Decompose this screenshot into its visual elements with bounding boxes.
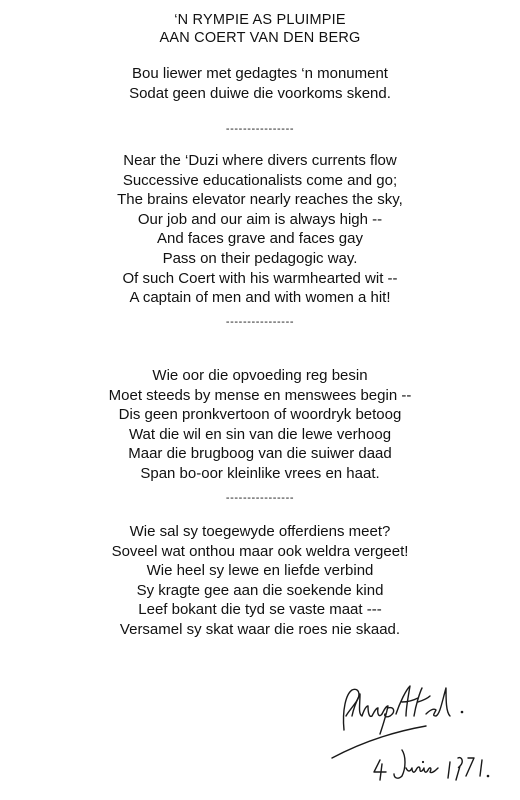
divider-1: ---------------- <box>225 123 295 135</box>
stanza-1 <box>0 64 520 103</box>
verse-line: Successive educationalists come and go; <box>122 171 398 189</box>
verse-line: Near the ‘Duzi where divers currents flow <box>123 152 397 169</box>
handwritten-signature <box>322 672 512 792</box>
verse-line: Soveel wat onthou maar ook weldra vergeet! <box>111 542 409 560</box>
verse-line: Wie heel sy lewe en liefde verbind <box>146 562 374 580</box>
verse-line: Our job and our aim is always high -- <box>137 210 383 228</box>
verse-line: Sodat geen duiwe die voorkoms skend. <box>129 84 391 102</box>
verse-line: And faces grave and faces gay <box>157 230 363 248</box>
stanza-4 <box>0 522 520 640</box>
verse-line: The brains elevator nearly reaches the sky, <box>117 191 403 209</box>
verse-line: Wat die wil en sin van die lewe verhoog <box>128 425 392 443</box>
verse-line: A captain of men and with women a hit! <box>129 289 391 307</box>
verse-line: Span bo-oor kleinlike vrees en haat. <box>140 464 380 482</box>
divider-2: ---------------- <box>225 316 295 328</box>
title-line-1: ‘N RYMPIE AS PLUIMPIE <box>174 12 346 28</box>
verse-line: Sy kragte gee aan die soekende kind <box>136 581 384 599</box>
verse-line: Leef bokant die tyd se vaste maat --- <box>138 601 382 619</box>
poem-title <box>0 11 520 47</box>
title-line-2: AAN COERT VAN DEN BERG <box>159 30 361 46</box>
verse-line: Dis geen pronkvertoon of woordryk betoog <box>118 406 402 424</box>
verse-line: Pass on their pedagogic way. <box>162 249 358 267</box>
stanza-2 <box>0 151 520 308</box>
verse-line: Moet steeds by mense en menswees begin -- <box>108 386 412 404</box>
divider-3: ---------------- <box>225 492 295 504</box>
verse-line: Bou liewer met gedagtes ‘n monument <box>132 65 388 82</box>
verse-line: Of such Coert with his warmhearted wit -- <box>122 269 398 287</box>
signature-drawing <box>322 672 512 792</box>
verse-line: Wie oor die opvoeding reg besin <box>152 367 368 384</box>
verse-line: Maar die brugboog van die suiwer daad <box>128 445 392 463</box>
stanza-3 <box>0 366 520 484</box>
verse-line: Versamel sy skat waar die roes nie skaad. <box>119 620 401 638</box>
verse-line: Wie sal sy toegewyde offerdiens meet? <box>129 523 391 540</box>
